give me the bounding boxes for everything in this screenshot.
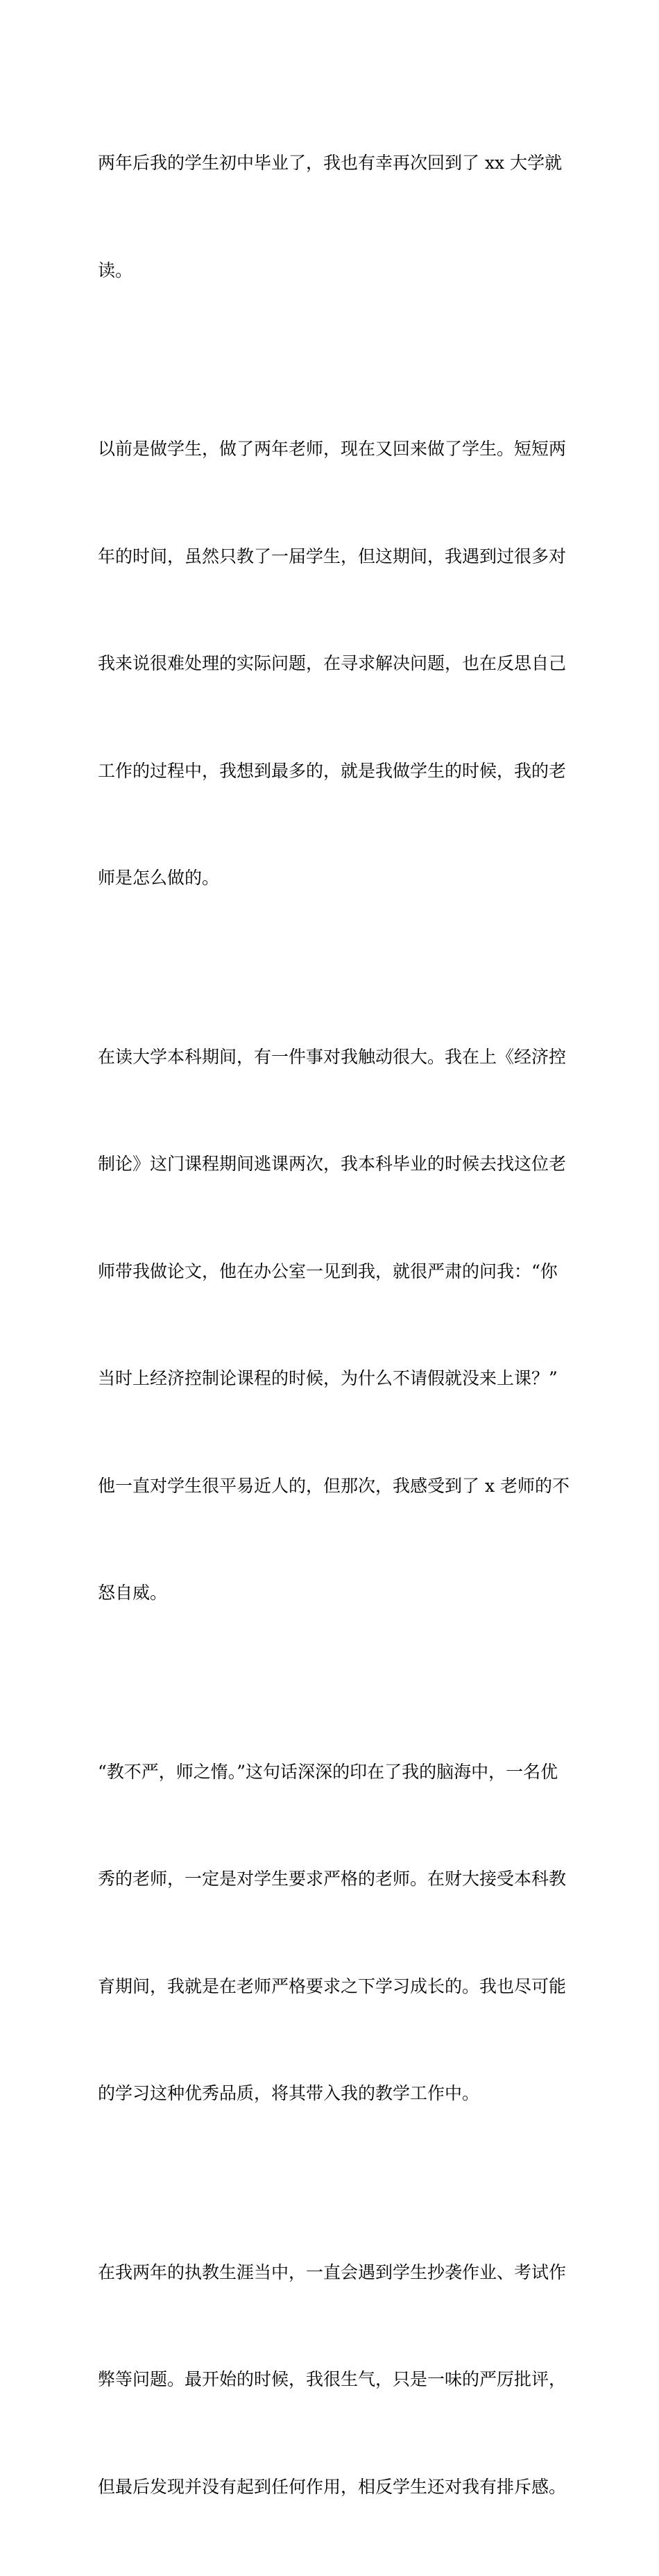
text-line: 他一直对学生很平易近人的，但那次，我感受到了 x 老师的不	[98, 1468, 570, 1504]
text-line: 在读大学本科期间，有一件事对我触动很大。我在上《经济控	[98, 1039, 570, 1075]
paragraph-2	[98, 360, 570, 968]
paragraph-5	[98, 2183, 570, 2576]
text-line: 制论》这门课程期间逃课两次，我本科毕业的时候去找这位老	[98, 1146, 570, 1182]
document-body	[98, 74, 570, 2576]
text-line: 我来说很难处理的实际问题，在寻求解决问题，也在反思自己	[98, 646, 570, 682]
text-line: 在我两年的执教生涯当中，一直会遇到学生抄袭作业、考试作	[98, 2255, 570, 2291]
text-line: 师带我做论文，他在办公室一见到我，就很严肃的问我：“你	[98, 1254, 570, 1290]
paragraph-4	[98, 1683, 570, 2183]
text-line: “教不严，师之惰。”这句话深深的印在了我的脑海中，一名优	[98, 1754, 570, 1790]
text-line: 师是怎么做的。	[98, 860, 570, 896]
text-line: 的学习这种优秀品质，将其带入我的教学工作中。	[98, 2076, 570, 2112]
text-line: 两年后我的学生初中毕业了，我也有幸再次回到了 xx 大学就	[98, 145, 570, 181]
paragraph-3	[98, 968, 570, 1683]
text-line: 但最后发现并没有起到任何作用，相反学生还对我有排斥感。	[98, 2469, 570, 2505]
text-line: 以前是做学生，做了两年老师，现在又回来做了学生。短短两	[98, 431, 570, 467]
text-line: 育期间，我就是在老师严格要求之下学习成长的。我也尽可能	[98, 1969, 570, 2005]
text-line: 秀的老师，一定是对学生要求严格的老师。在财大接受本科教	[98, 1861, 570, 1897]
text-line: 读。	[98, 253, 570, 289]
text-line: 弊等问题。最开始的时候，我很生气，只是一味的严厉批评，	[98, 2362, 570, 2398]
text-line: 当时上经济控制论课程的时候，为什么不请假就没来上课？”	[98, 1361, 570, 1397]
text-line: 年的时间，虽然只教了一届学生，但这期间，我遇到过很多对	[98, 539, 570, 575]
text-line: 怒自威。	[98, 1575, 570, 1611]
document-page	[0, 0, 659, 853]
paragraph-1	[98, 74, 570, 360]
text-line: 工作的过程中，我想到最多的，就是我做学生的时候，我的老	[98, 753, 570, 789]
